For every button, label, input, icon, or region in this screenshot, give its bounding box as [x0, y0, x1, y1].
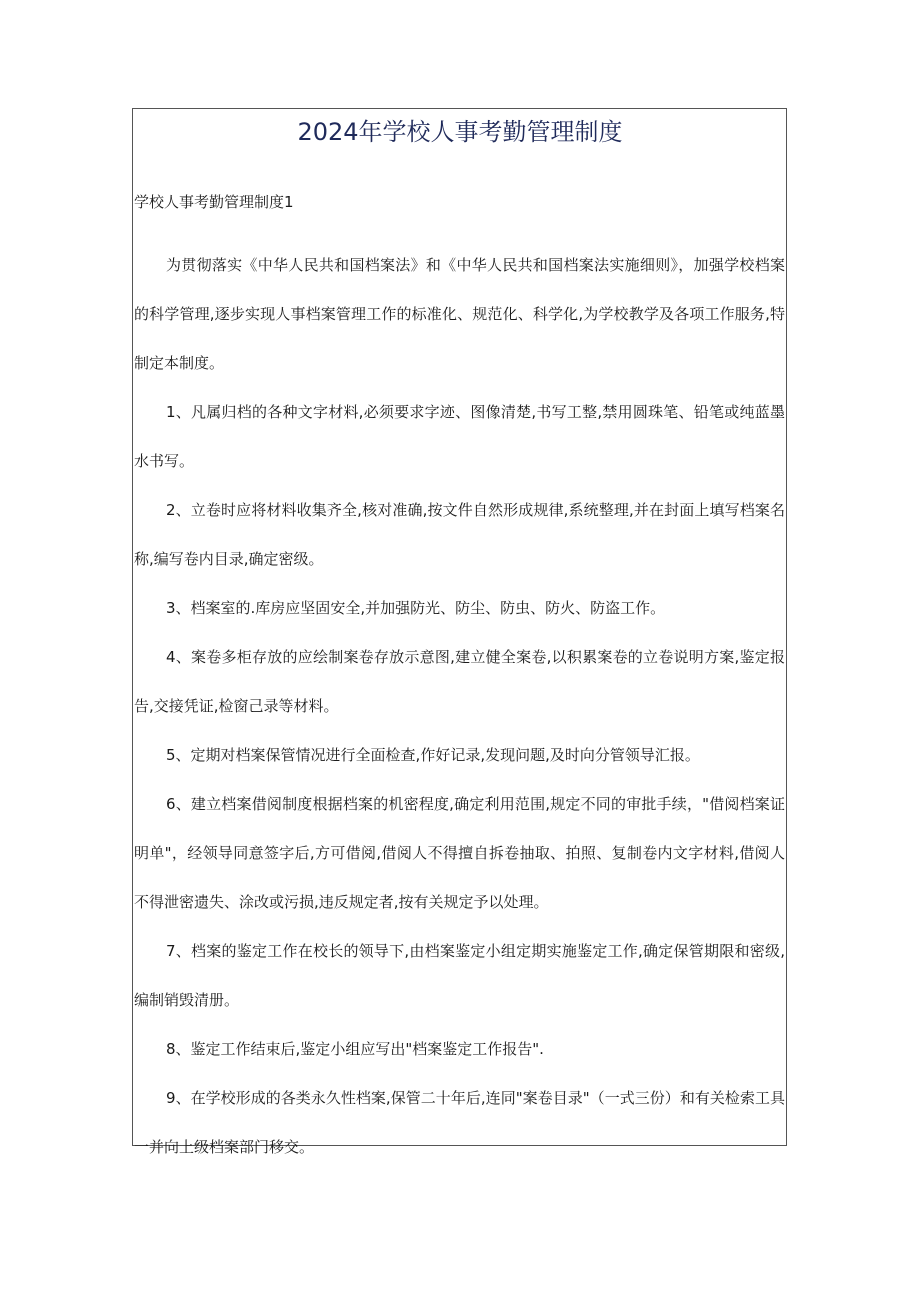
document-body	[134, 190, 785, 1172]
paragraph-item-6: 6、建立档案借阅制度根据档案的机密程度,确定利用范围,规定不同的审批手续，"借阅档案证明单"，经领导同意签字后,方可借阅,借阅人不得擅自拆卷抽取、拍照、复制卷内文字材料,借阅人不得泄密遗失、涂改或污损,违反规定者,按有关规定予以处理。	[134, 795, 785, 911]
paragraph-item-5: 5、定期对档案保管情况进行全面检查,作好记录,发现问题,及时向分管领导汇报。	[166, 746, 700, 764]
paragraph-item-3: 3、档案室的.库房应坚固安全,并加强防光、防尘、防虫、防火、防盗工作。	[166, 599, 666, 617]
paragraph-item-2: 2、立卷时应将材料收集齐全,核对准确,按文件自然形成规律,系统整理,并在封面上填写档案名称,编写卷内目录,确定密级。	[134, 501, 785, 568]
paragraph-intro: 为贯彻落实《中华人民共和国档案法》和《中华人民共和国档案法实施细则》，加强学校档案的科学管理,逐步实现人事档案管理工作的标准化、规范化、科学化,为学校教学及各项工作服务,特制定本制度。	[134, 256, 785, 372]
paragraph-item-8: 8、鉴定工作结束后,鉴定小组应写出"档案鉴定工作报告".	[166, 1040, 544, 1058]
paragraph-item-7: 7、档案的鉴定工作在校长的领导下,由档案鉴定小组定期实施鉴定工作,确定保管期限和密级,编制销毁清册。	[134, 942, 785, 1009]
paragraph-item-1: 1、凡属归档的各种文字材料,必须要求字迹、图像清楚,书写工整,禁用圆珠笔、铅笔或纯蓝墨水书写。	[134, 403, 785, 470]
section-heading: 学校人事考勤管理制度1	[134, 193, 294, 211]
paragraph-item-4: 4、案卷多柜存放的应绘制案卷存放示意图,建立健全案卷,以积累案卷的立卷说明方案,鉴定报告,交接凭证,检窗己录等材料。	[134, 648, 785, 715]
paragraph-item-9: 9、在学校形成的各类永久性档案,保管二十年后,连同"案卷目录"（一式三份）和有关检索工具一并向上级档案部门移交。	[134, 1089, 785, 1156]
document-title: 2024年学校人事考勤管理制度	[297, 118, 623, 146]
